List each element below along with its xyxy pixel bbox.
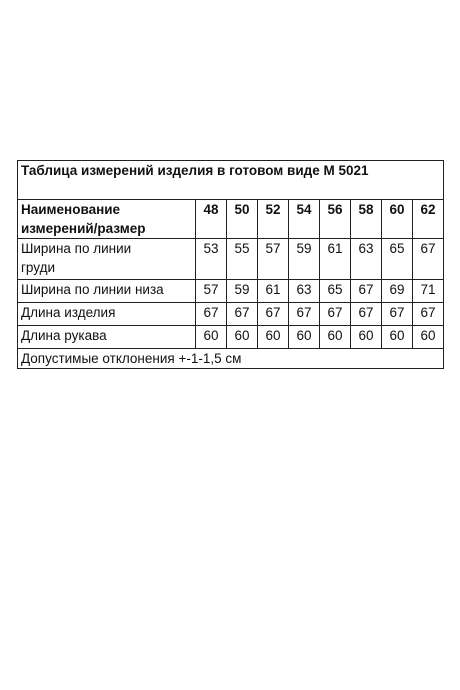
size-header: 62 [413,200,444,239]
header-label-line1: Наименование [21,202,121,217]
size-header: 56 [320,200,351,239]
table-header-row [18,200,444,239]
row-name-line2: груди [21,260,56,275]
row-name-line1: Ширина по линии [21,241,132,256]
table-cell: 69 [382,280,413,303]
table-cell: 67 [413,303,444,326]
header-label [18,200,196,239]
table-cell: 57 [258,239,289,280]
table-cell: 61 [320,239,351,280]
table-cell: 55 [227,239,258,280]
table-cell: 60 [227,326,258,349]
table-cell: 61 [258,280,289,303]
size-header: 60 [382,200,413,239]
table-row [18,239,444,280]
table-cell: 59 [227,280,258,303]
table-cell: 59 [289,239,320,280]
table-cell: 65 [320,280,351,303]
table-cell: 67 [258,303,289,326]
size-header: 50 [227,200,258,239]
measurement-table [17,160,444,369]
table-cell: 65 [382,239,413,280]
size-header: 52 [258,200,289,239]
size-header: 58 [351,200,382,239]
table-cell: 67 [320,303,351,326]
table-cell: 71 [413,280,444,303]
table-cell: 67 [351,303,382,326]
table-cell: 57 [196,280,227,303]
table-cell: 60 [413,326,444,349]
size-header: 54 [289,200,320,239]
table-row [18,303,444,326]
table-cell: 67 [413,239,444,280]
table-row [18,326,444,349]
table-cell: 67 [289,303,320,326]
tolerance-note: Допустимые отклонения +-1-1,5 см [18,349,444,369]
table-cell: 60 [258,326,289,349]
row-name: Длина рукава [18,326,196,349]
table-cell: 67 [227,303,258,326]
table-cell: 60 [382,326,413,349]
table-title: Таблица измерений изделия в готовом виде М 5021 [18,161,444,200]
row-name [18,239,196,280]
table-cell: 53 [196,239,227,280]
table-row [18,280,444,303]
table-cell: 60 [289,326,320,349]
table-cell: 67 [196,303,227,326]
table-cell: 60 [320,326,351,349]
header-label-line2: измерений/размер [21,221,146,236]
table-cell: 60 [196,326,227,349]
table-cell: 67 [351,280,382,303]
row-name: Длина изделия [18,303,196,326]
size-header: 48 [196,200,227,239]
row-name: Ширина по линии низа [18,280,196,303]
table-cell: 63 [351,239,382,280]
table-cell: 63 [289,280,320,303]
table-cell: 60 [351,326,382,349]
table-cell: 67 [382,303,413,326]
